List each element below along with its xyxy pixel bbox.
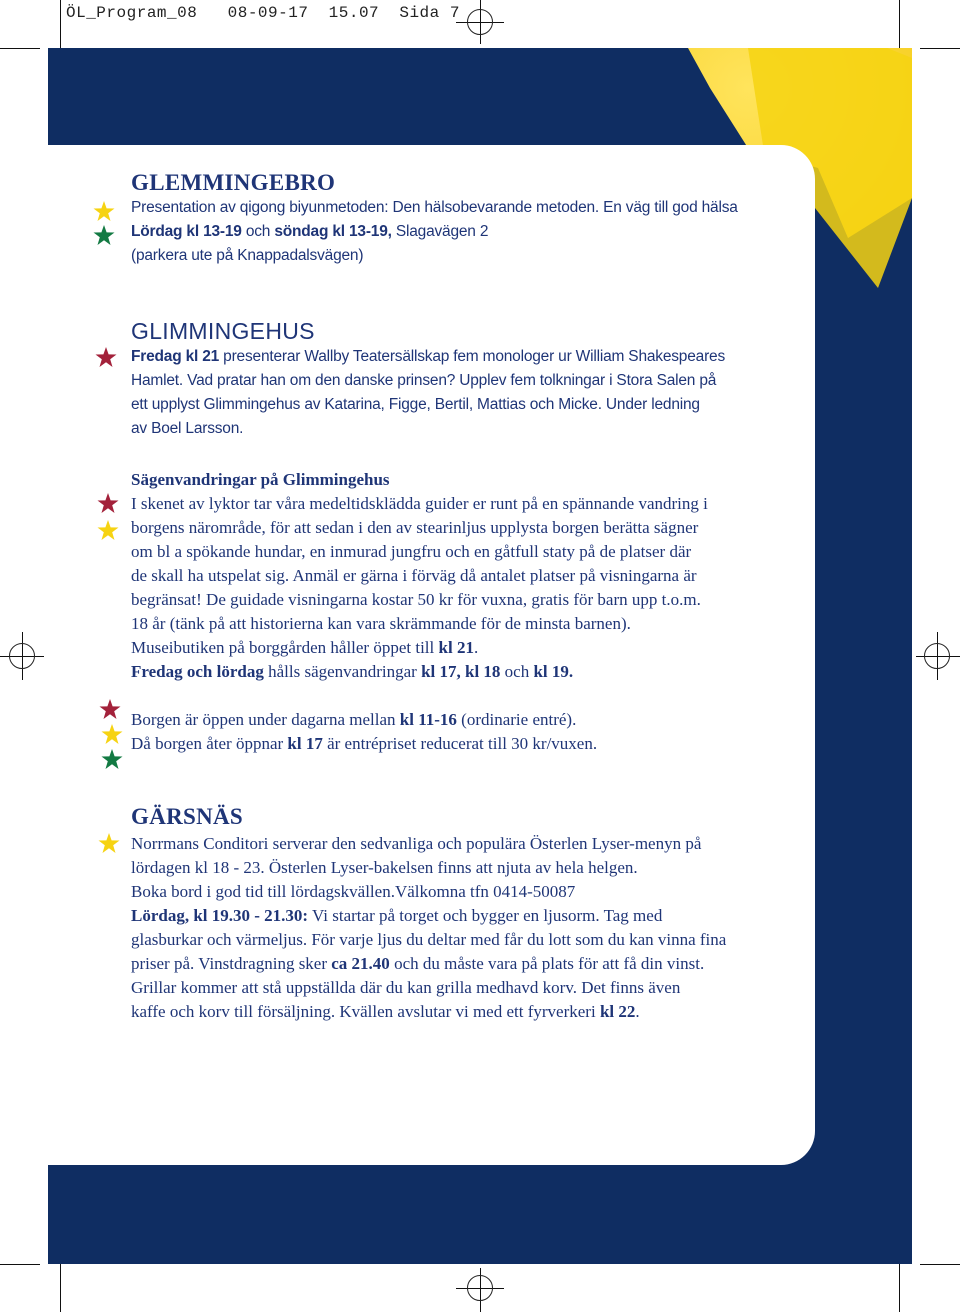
glemmingebro-section: [131, 170, 791, 268]
crop-mark: [60, 0, 61, 48]
registration-mark: [467, 9, 493, 35]
subsection-title: Sägenvandringar på Glimmingehus: [131, 470, 390, 489]
text-line: Boka bord i god tid till lördagskvällen.Välkomna tfn 0414-50087: [131, 882, 576, 901]
text-line: glasburkar och värmeljus. För varje ljus du deltar med får du lott som du kan vinna fina: [131, 930, 727, 949]
text-line: de skall ha utspelat sig. Anmäl er gärna i förväg då antalet platser på visningarna är: [131, 566, 697, 585]
text-line: borgens närområde, för att sedan i den av stearinljus upplysta borgen berätta sägner: [131, 518, 699, 537]
star-icon: [96, 519, 120, 543]
star-icon: [97, 832, 121, 856]
sagenvandringar-section: [131, 468, 791, 684]
crop-mark: [920, 1264, 960, 1265]
text-line: begränsat! De guidade visningarna kostar 50 kr för vuxna, gratis för barn upp t.o.m.: [131, 590, 701, 609]
star-icon: [96, 492, 120, 516]
text-line: Fredag och lördag hålls sägenvandringar kl 17, kl 18 och kl 19.: [131, 662, 574, 681]
text-line: Presentation av qigong biyunmetoden: Den hälsobevarande metoden. En väg till god hälsa: [131, 199, 738, 216]
text-line: kaffe och korv till försäljning. Kvällen avslutar vi med ett fyrverkeri kl 22.: [131, 1002, 640, 1021]
crop-mark: [0, 1264, 40, 1265]
text-line: I skenet av lyktor tar våra medeltidsklädda guider er runt på en spännande vandring i: [131, 494, 708, 513]
registration-mark: [9, 643, 35, 669]
garsnas-section: [131, 804, 791, 1024]
text-line: (parkera ute på Knappadalsvägen): [131, 247, 364, 264]
section-title: GLEMMINGEBRO: [131, 170, 336, 195]
star-icon: [100, 748, 124, 772]
crop-mark: [0, 48, 40, 49]
text-line: om bl a spökande hundar, en inmurad jungfru och en gåtfull staty på de platser där: [131, 542, 692, 561]
section-title: GÄRSNÄS: [131, 804, 244, 829]
crop-mark: [60, 1264, 61, 1312]
text-line: 18 år (tänk på att historierna kan vara skrämmande för de minsta barnen).: [131, 614, 631, 633]
star-icon: [98, 698, 122, 722]
star-icon: [92, 224, 116, 248]
text-line: Lördag, kl 19.30 - 21.30: Vi startar på torget och bygger en ljusorm. Tag med: [131, 906, 663, 925]
text-line: lördagen kl 18 - 23. Österlen Lyser-bakelsen finns att njuta av hela helgen.: [131, 858, 638, 877]
crop-mark: [920, 48, 960, 49]
star-icon: [92, 200, 116, 224]
text-line: Grillar kommer att stå uppställda där du kan grilla medhavd korv. Det finns även: [131, 978, 681, 997]
star-icon: [94, 346, 118, 370]
star-icon: [100, 723, 124, 747]
text-line: priser på. Vinstdragning sker ca 21.40 och du måste vara på plats för att få din vinst.: [131, 954, 705, 973]
text-line: Borgen är öppen under dagarna mellan kl 11-16 (ordinarie entré).: [131, 710, 577, 729]
print-slug: ÖL_Program_08 08-09-17 15.07 Sida 7: [66, 4, 460, 22]
text-line: ett upplyst Glimmingehus av Katarina, Figge, Bertil, Mattias och Micke. Under ledning: [131, 396, 700, 413]
section-title: GLIMMINGEHUS: [131, 318, 315, 344]
registration-mark: [924, 643, 950, 669]
crop-mark: [899, 1264, 900, 1312]
text-line: av Boel Larsson.: [131, 420, 244, 437]
opening-hours: [131, 708, 791, 756]
text-line: Museibutiken på borggården håller öppet till kl 21.: [131, 638, 479, 657]
registration-mark: [467, 1275, 493, 1301]
text-line: Norrmans Conditori serverar den sedvanliga och populära Österlen Lyser-menyn på: [131, 834, 702, 853]
crop-mark: [899, 0, 900, 48]
text-line: Lördag kl 13-19 och söndag kl 13-19, Slagavägen 2: [131, 223, 489, 240]
text-line: Hamlet. Vad pratar han om den danske prinsen? Upplev fem tolkningar i Stora Salen på: [131, 372, 717, 389]
text-line: Då borgen åter öppnar kl 17 är entrépriset reducerat till 30 kr/vuxen.: [131, 734, 598, 753]
text-line: Fredag kl 21 presenterar Wallby Teatersällskap fem monologer ur William Shakespeares: [131, 348, 725, 365]
glimmingehus-section: [131, 318, 791, 441]
